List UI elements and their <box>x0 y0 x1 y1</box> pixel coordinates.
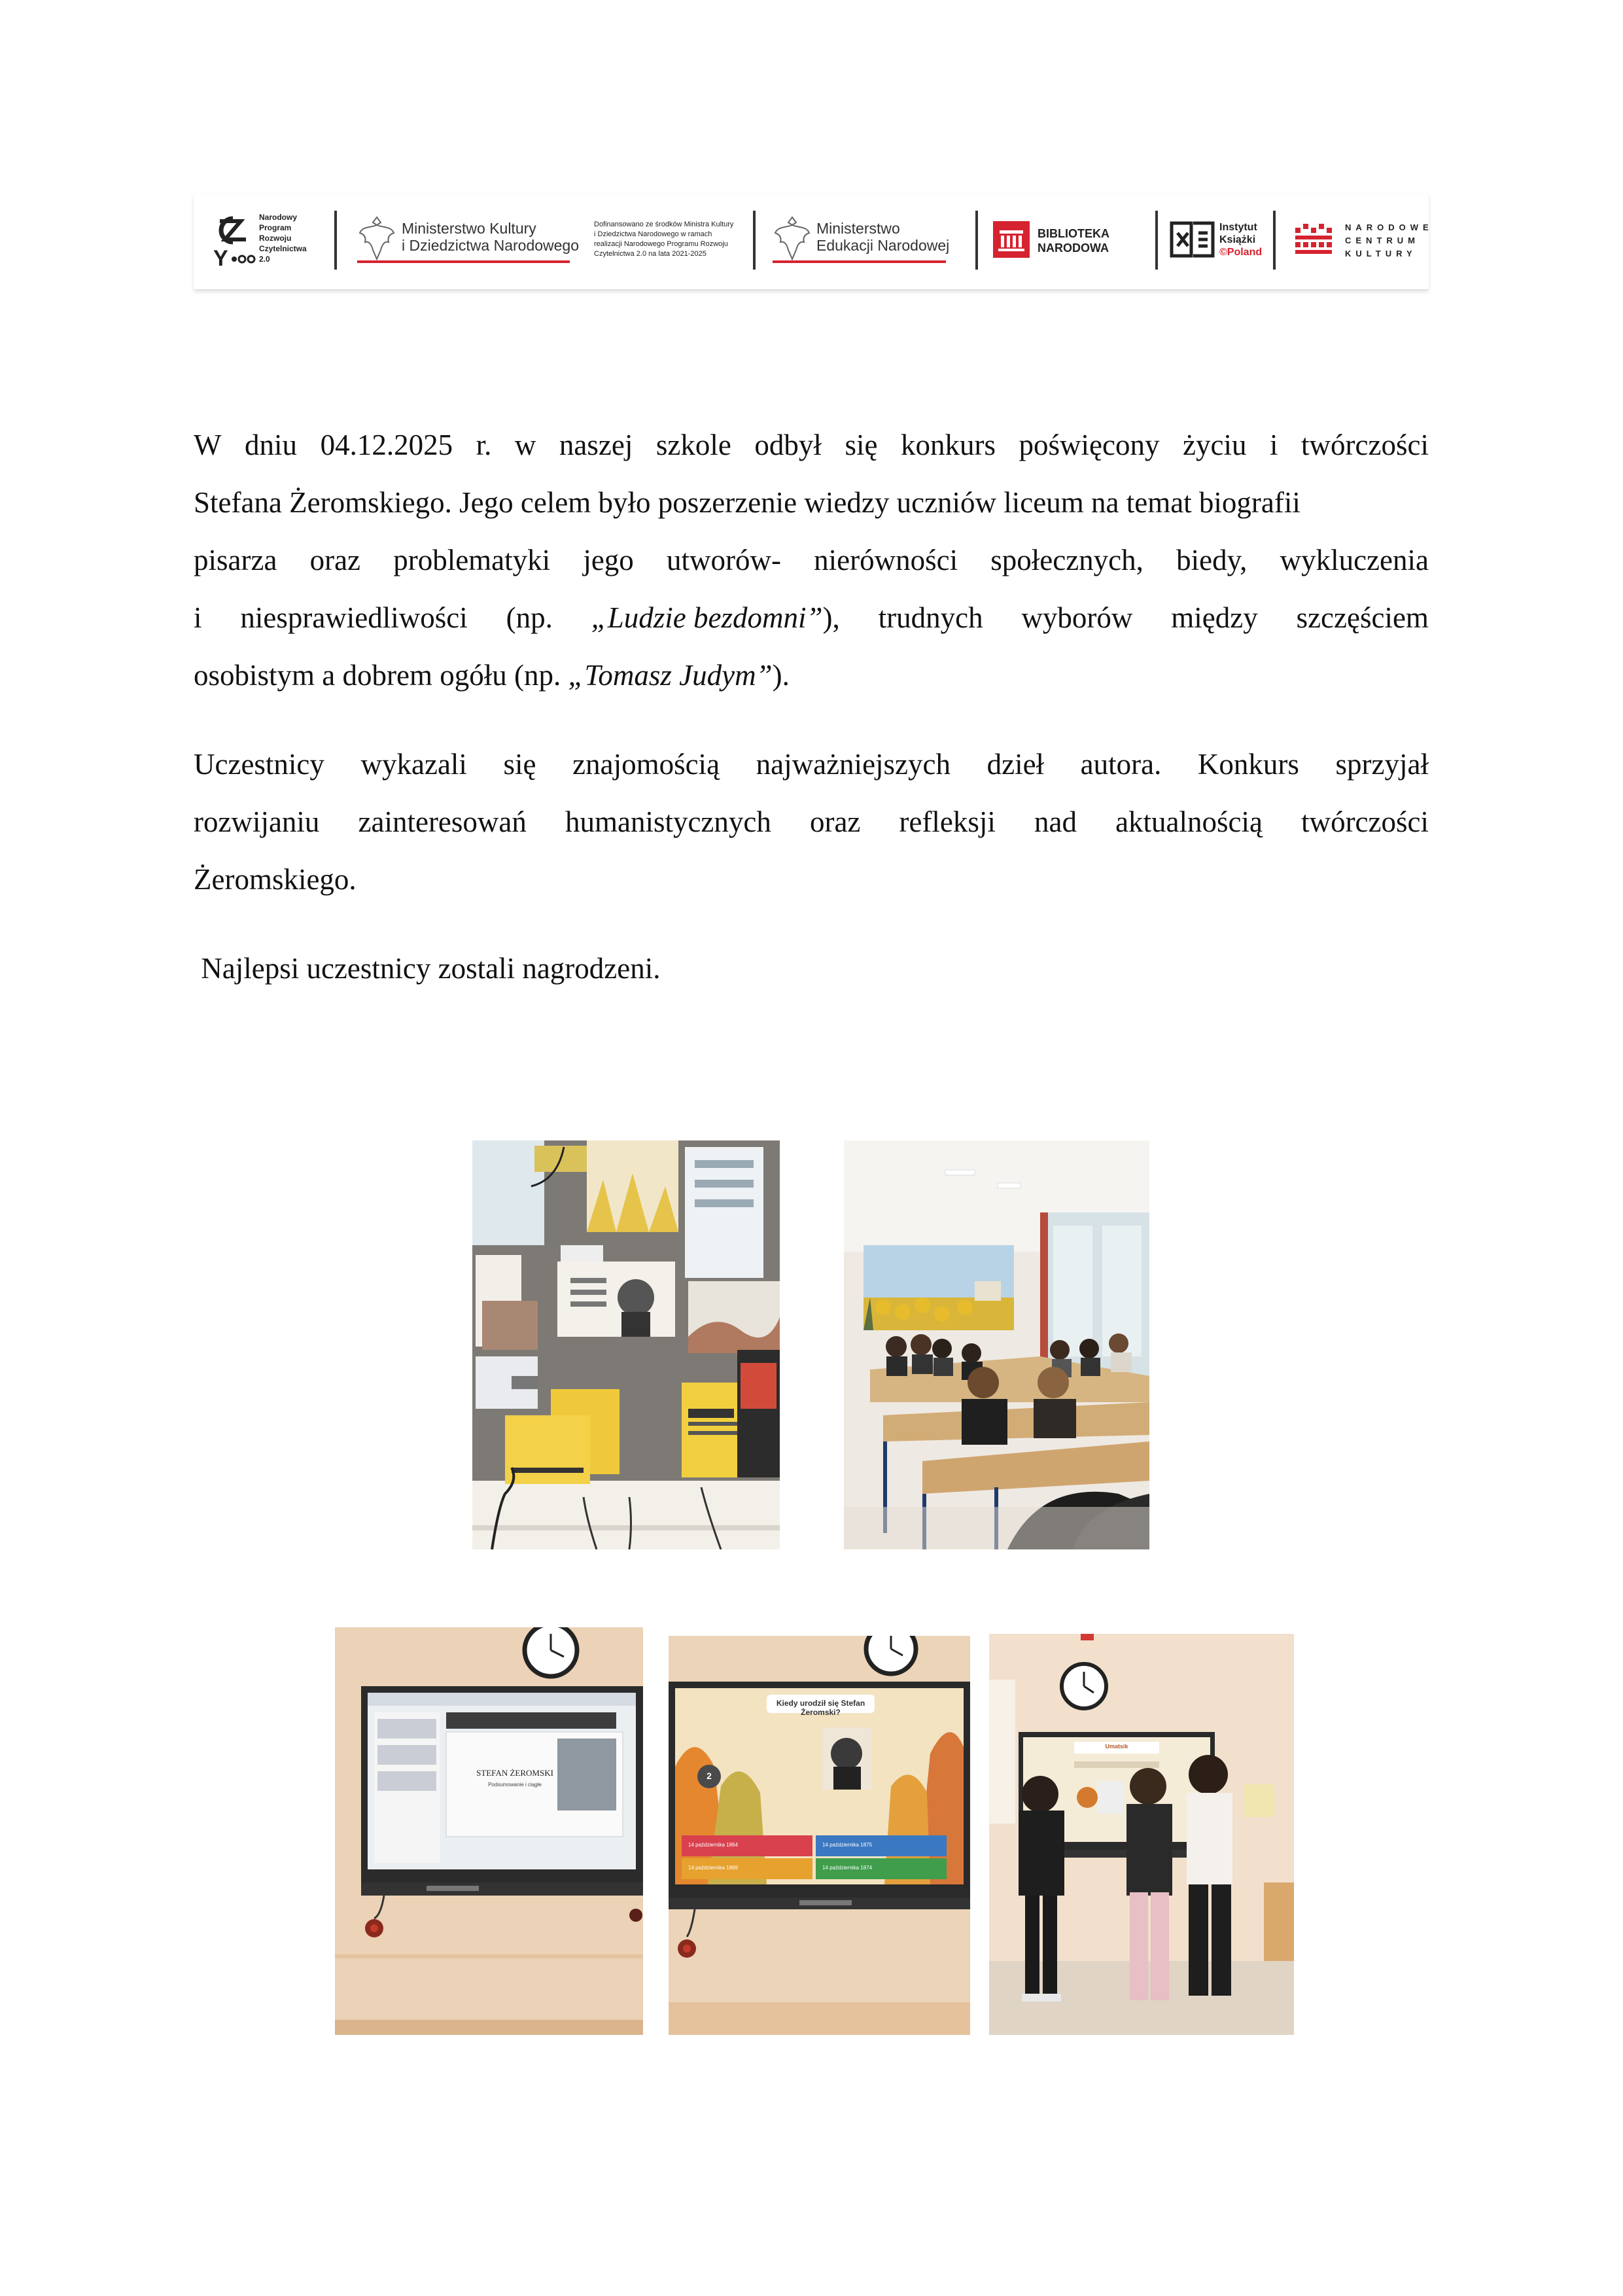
biblioteka-text: BIBLIOTEKA NARODOWA <box>1038 227 1109 255</box>
nprc-logo <box>207 213 259 272</box>
quiz-answer[interactable]: 14 października 1875 <box>822 1842 873 1848</box>
text-line: Stefana Żeromskiego. Jego celem było poszerzenie wiedzy uczniów liceum na temat biografii <box>194 486 1300 519</box>
text-line: Uczestnicy wykazali się znajomością najważniejszych dzieł autora. Konkurs sprzyjał <box>194 748 1429 781</box>
eagle-icon <box>773 213 812 266</box>
photo-bulletin-board <box>472 1140 780 1549</box>
banner-divider <box>334 211 337 270</box>
nck-text: NARODOWE CENTRUM KULTURY <box>1345 222 1433 258</box>
text-line: pisarza oraz problematyki jego utworów- nierówności społecznych, biedy, wykluczenia <box>194 544 1429 576</box>
text-line: i niesprawiedliwości (np. „Ludzie bezdomni”), trudnych wyborów między szczęściem <box>194 589 1429 646</box>
quiz-answer[interactable]: 14 października 1864 <box>688 1842 739 1848</box>
eagle-icon <box>357 213 396 266</box>
slide-title: STEFAN ŻEROMSKI <box>476 1768 553 1778</box>
slide-subtitle: Podsumowanie i ciągłe <box>488 1782 542 1788</box>
logo-banner <box>194 194 1433 290</box>
quiz-number: 2 <box>707 1771 712 1781</box>
book-title-ludzie-bezdomni: „Ludzie bezdomni”), <box>591 601 840 634</box>
paragraph-2 <box>194 735 1429 908</box>
text-line: Żeromskiego. <box>194 863 357 896</box>
photo-board-quiz <box>669 1636 970 2035</box>
nprc-text: Narodowy Program Rozwoju Czytelnictwa 2.0 <box>259 213 307 264</box>
instytut-ksiazki-icon <box>1170 221 1215 258</box>
quiz-answer[interactable]: 14 października 1874 <box>822 1865 873 1871</box>
banner-divider <box>1273 211 1276 270</box>
nck-logo-icon <box>1294 221 1333 260</box>
text-line: osobistym a dobrem ogółu (np. „Tomasz Judym”). <box>194 659 790 692</box>
biblioteka-logo-icon <box>993 221 1030 258</box>
photo-winners <box>989 1634 1294 2035</box>
text-line: Najlepsi uczestnicy zostali nagrodzeni. <box>194 952 661 985</box>
men-text: Ministerstwo Edukacji Narodowej <box>816 220 950 254</box>
photo-board-title-slide <box>335 1627 643 2035</box>
photo-classroom <box>844 1140 1149 1549</box>
text-line: rozwijaniu zainteresowań humanistycznych oraz refleksji nad aktualnością twórczości <box>194 805 1429 838</box>
funding-note: Dofinansowano ze środków Ministra Kultury i Dziedzictwa Narodowego w ramach realizacji Narodowego Programu Rozwoju Czytelnictwa 2.0 na lata 2021-2025 <box>594 221 734 258</box>
banner-divider <box>1155 211 1158 270</box>
instytut-text: Instytut Książki ©Poland <box>1219 222 1263 258</box>
banner-divider <box>975 211 978 270</box>
banner-divider <box>753 211 756 270</box>
text-line: W dniu 04.12.2025 r. w naszej szkole odbył się konkurs poświęcony życiu i twórczości <box>194 429 1429 461</box>
mkidn-text: Ministerstwo Kultury i Dziedzictwa Narodowego <box>402 220 580 254</box>
paragraph-3 <box>194 940 1429 997</box>
paragraph-1 <box>194 416 1429 704</box>
men-underline <box>773 260 946 263</box>
quiz-answer[interactable]: 14 października 1869 <box>688 1865 739 1871</box>
slide-title: Umatsik <box>1105 1743 1128 1750</box>
quiz-question: Kiedy urodził się Stefan Żeromski? <box>776 1699 865 1717</box>
svg-text:Y: Y <box>213 246 228 271</box>
mkidn-underline <box>357 260 570 263</box>
